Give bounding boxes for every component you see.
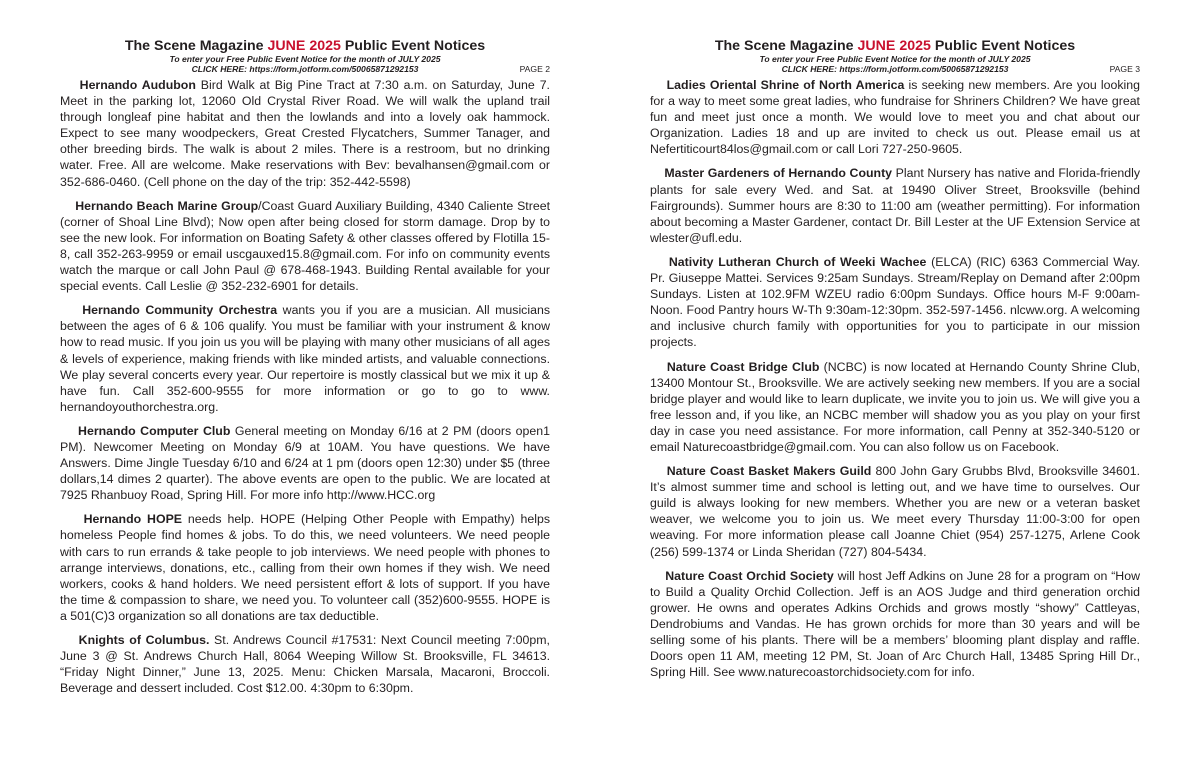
title-suffix: Public Event Notices: [930, 38, 1076, 54]
notice-org: Nativity Lutheran Church of Weeki Wachee: [668, 254, 927, 269]
notice-hernando-hope: [60, 511, 550, 624]
notice-org: Hernando Community Orchestra: [82, 303, 278, 318]
submit-instruction: To enter your Free Public Event Notice for the month of JULY 2025: [169, 54, 441, 64]
notice-org: Knights of Columbus.: [78, 633, 210, 647]
submit-instruction: To enter your Free Public Event Notice for the month of JULY 2025: [759, 54, 1031, 64]
notice-nature-coast-orchid-society: [650, 568, 1140, 681]
notice-org: Hernando Computer Club: [78, 423, 231, 438]
notice-hernando-audubon: [60, 77, 550, 190]
notice-text: is seeking new members. Are you looking for a way to meet some great ladies, who fundraise for Shriners Children? We have great fun and meet just once a month. We would love to meet you and chat about our Organization. Ladies 18 and up are invited to check us out. Please email us at Nefertiticourt84los@gmail.com or call Lori 727-250-9605.: [650, 78, 1140, 157]
notice-org: Ladies Oriental Shrine of North America: [666, 78, 905, 92]
page-title: [650, 38, 1140, 54]
notice-ladies-oriental-shrine: [650, 77, 1140, 157]
notice-org: Hernando Beach Marine Group: [75, 198, 259, 213]
notice-text: will host Jeff Adkins on June 28 for a program on “How to Build a Quality Orchid Collection. Jeff is an AOS Judge and third generation orchid grower. He owns and operates Adkins Orchids and grows mostly “showy” Cattleyas, Dendrobiums and Vandas. He has grown orchids for more than 30 years and will be selling some of his plants. There will be a members’ blooming plant display and raffle. Doors open 11 AM, meeting 12 PM, St. Joan of Arc Church Hall, 13485 Spring Hill Dr., Spring Hill. See www.naturecoastorchidsociety.com for info.: [650, 568, 1140, 680]
notice-text: needs help. HOPE (Helping Other People with Empathy) helps homeless People find homes & jobs. To do this, we need volunteers. We need people with cars to run errands & take people to job interviews. We need people with phones to arrange interviews, donations, etc., calling from their own homes if they wish. We need workers, cooks & hand holders. We need persistent effort & lots of support. If you have the time & compassion to share, we need you. To volunteer call (352)600-9555. HOPE is a 501(C)3 organization so all donations are tax deductible.: [60, 512, 550, 623]
title-suffix: Public Event Notices: [340, 38, 486, 54]
title-month: JUNE 2025: [267, 38, 341, 54]
notice-knights-of-columbus: [60, 632, 550, 696]
notice-master-gardeners: [650, 165, 1140, 245]
notice-text: 800 John Gary Grubbs Blvd, Brooksville 34601. It’s almost summer time and school is letting out, and we have time to ourselves. Our guild is always looking for new members. Whether you are new or a veteran basket weaver, we welcome you to join us. We meet every Thursday 11:00-3:00 for open weaving. For more information please call Joanne Chiet (954) 257-1275, Arlene Cook (256) 599-1374 or Linda Sheridan (727) 804-5434.: [650, 464, 1141, 559]
notice-org: Nature Coast Basket Makers Guild: [666, 464, 872, 479]
notice-hernando-beach-marine: [60, 198, 550, 295]
title-prefix: The Scene Magazine: [714, 38, 858, 54]
page-number: PAGE 2: [519, 64, 550, 74]
notice-text: Bird Walk at Big Pine Tract at 7:30 a.m. on Saturday, June 7. Meet in the parking lot, 12060 Old Crystal River Road. We will walk the upland trail through longleaf pine habitat and then the lowlands and into a lovely oak hammock. Expect to see many woodpeckers, Great Crested Flycatchers, Summer Tanager, and other breeding birds. The walk is about 2 miles. There is a restroom, but no drinking water. Free. All are welcome. Make reservations with Bev: bevalhansen@gmail.com or 352-686-0460. (Cell phone on the day of the trip: 352-442-5598): [60, 78, 550, 189]
notice-text: General meeting on Monday 6/16 at 2 PM (doors open1 PM). Newcomer Meeting on Monday 6/9 at 10AM. You have questions. We have Answers. Dime Jingle Tuesday 6/10 and 6/24 at 1 pm (doors open 12:30) under $5 (three dollars,14 dimes 2 quarter). The above events are open to the public. We are located at 7925 Rhanbuoy Road, Spring Hill. For more info http://www.HCC.org: [60, 423, 551, 503]
title-month: JUNE 2025: [857, 38, 931, 54]
page-number: PAGE 3: [1109, 64, 1140, 74]
notice-text: (NCBC) is now located at Hernando County Shrine Club, 13400 Montour St., Brooksville. We are actively seeking new members. If you are a social bridge player and would like to learn duplicate, we invite you to join us. We will give you a free lesson and, if you like, an NCBC member will shadow you as you play on your first day in case you need assistance. For more information, call Penny at 352-340-5120 or email Naturecoastbridge@gmail.com. You can also follow us on Facebook.: [650, 359, 1141, 454]
notice-text: Plant Nursery has native and Florida-friendly plants for sale every Wed. and Sat. at 19490 Oliver Street, Brooksville (behind Fairgrounds). Summer hours are 8:30 to 11:00 am (weather permitting). For information about becoming a Master Gardener, contact Dr. Bill Lester at the UF Extension Service at wlester@ufl.edu.: [650, 166, 1141, 245]
page-title: [60, 38, 550, 54]
title-prefix: The Scene Magazine: [124, 38, 268, 54]
notice-nature-coast-basket-makers: [650, 463, 1140, 560]
notice-org: Nature Coast Orchid Society: [665, 568, 834, 583]
notice-text: /Coast Guard Auxiliary Building, 4340 Caliente Street (corner of Shoal Line Blvd); Now open after being closed for storm damage. Drop by to see the new look. For information on Boating Safety & other classes offered by Flotilla 15-8, call 352-263-9959 or email uscgauxed15.8@gmail.com. For info on community events watch the marque or call John Paul @ 678-468-1943. Building Rental available for your special events. Call Leslie @ 352-232-6901 for details.: [60, 198, 550, 294]
submit-link[interactable]: CLICK HERE: https://form.jotform.com/50065871292153: [191, 64, 419, 74]
notice-org: Master Gardeners of Hernando County: [664, 166, 893, 181]
submit-link[interactable]: CLICK HERE: https://form.jotform.com/50065871292153: [781, 64, 1009, 74]
notice-text: (ELCA) (RIC) 6363 Commercial Way. Pr. Giuseppe Mattei. Services 9:25am Sundays. Stream/Replay on Demand after 2:00pm Sundays. Listen at 102.9FM WZEU radio 6:00pm Sundays. Office hours M-F 9:00am-Noon. Food Pantry hours W-Th 9:30am-12:30pm. 352-597-1456. nlcww.org. A welcoming and inclusive church family with opportunities for you to participate in our mission projects.: [650, 254, 1141, 350]
notice-nature-coast-bridge-club: [650, 359, 1140, 456]
notice-hernando-community-orchestra: [60, 302, 550, 415]
notice-text: St. Andrews Council #17531: Next Council meeting 7:00pm, June 3 @ St. Andrews Church Hall, 8064 Weeping Willow St. Brooksville, FL 34613. “Friday Night Dinner,” June 13, 2025. Menu: Chicken Marsala, Macaroni, Broccoli. Beverage and dessert included. Cost $12.00. 4:30pm to 6:30pm.: [60, 633, 550, 696]
page-left: [60, 38, 550, 696]
notice-nativity-lutheran: [650, 254, 1140, 351]
page-header: [60, 38, 550, 74]
notice-hernando-computer-club: [60, 423, 550, 503]
notice-org: Hernando Audubon: [79, 78, 196, 92]
page-right: [650, 38, 1140, 680]
notice-text: wants you if you are a musician. All musicians between the ages of 6 & 106 qualify. You must be familiar with your instrument & know how to read music. If you join us you will be playing with many other musicians of all ages & levels of experience, making friends with like minded artists, and valuable connections. We play several concerts every year. Our repertoire is mostly classical but we mix it up & have fun. Call 352-600-9555 for more information or go to go to www. hernandoyouthorchestra.org.: [60, 303, 551, 414]
notice-org: Hernando HOPE: [83, 512, 183, 527]
page-header: [650, 38, 1140, 74]
notice-org: Nature Coast Bridge Club: [666, 359, 820, 374]
